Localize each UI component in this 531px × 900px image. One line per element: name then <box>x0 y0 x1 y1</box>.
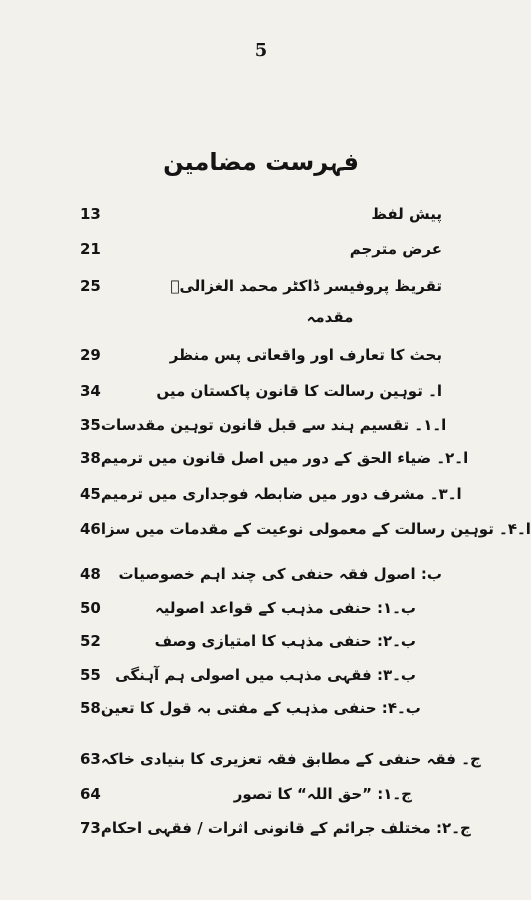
section-heading: مقدمہ <box>306 308 354 326</box>
toc-entry[interactable] <box>80 341 442 369</box>
toc-label: ب: اصول فقہ حنفی کی چند اہم خصوصیات <box>118 565 442 583</box>
toc-page: 25 <box>80 277 101 295</box>
toc-page: 48 <box>80 565 101 583</box>
toc-page: 63 <box>80 750 101 768</box>
toc-page: 21 <box>80 240 101 258</box>
toc-page: 55 <box>80 666 101 684</box>
toc-entry[interactable] <box>80 272 442 300</box>
toc-page: 64 <box>80 785 101 803</box>
toc-page: 29 <box>80 346 101 364</box>
toc-page: 73 <box>80 819 101 837</box>
toc-entry[interactable] <box>80 444 469 472</box>
toc-entry[interactable] <box>80 480 462 508</box>
toc-page: 38 <box>80 449 101 467</box>
toc-label: ا۔ توہین رسالت کا قانون پاکستان میں <box>156 382 442 400</box>
toc-entry[interactable] <box>80 235 442 263</box>
toc-page: 46 <box>80 520 101 538</box>
toc-label: بحث کا تعارف اور واقعاتی پس منظر <box>169 346 442 364</box>
toc-label: عرض مترجم <box>349 240 442 258</box>
toc-label: ا۔۴۔ توہین رسالت کے معمولی نوعیت کے مقدمات میں سزا <box>100 520 531 538</box>
toc-label: ب۔۳: فقہی مذہب میں اصولی ہم آہنگی <box>115 666 416 684</box>
toc-label: پیش لفظ <box>371 205 442 223</box>
toc-page: 58 <box>80 699 101 717</box>
toc-entry[interactable] <box>80 780 442 808</box>
toc-label: ا۔۳۔ مشرف دور میں ضابطہ فوجداری میں ترمیم <box>100 485 462 503</box>
toc-entry[interactable] <box>80 200 442 228</box>
toc-entry[interactable] <box>80 594 442 622</box>
toc-entry[interactable] <box>80 661 442 689</box>
toc-entry[interactable] <box>80 377 442 405</box>
toc-label: ج۔۱: ”حق اللہ“ کا تصور <box>233 785 412 803</box>
toc-page: 52 <box>80 632 101 650</box>
toc-label: ا۔۲۔ ضیاء الحق کے دور میں اصل قانون میں ترمیم <box>100 449 469 467</box>
toc-label: ج۔۲: مختلف جرائم کے قانونی اثرات / فقہی احکام <box>100 819 471 837</box>
toc-label: تقریظ پروفیسر ڈاکٹر محمد الغزالیؒ <box>170 277 442 295</box>
toc-entry[interactable] <box>80 411 447 439</box>
toc-page: 13 <box>80 205 101 223</box>
toc-entry[interactable] <box>80 627 442 655</box>
toc-label: ب۔۱: حنفی مذہب کے قواعد اصولیہ <box>154 599 416 617</box>
page-number: 5 <box>254 40 268 61</box>
toc-label: ا۔۱۔ تقسیم ہند سے قبل قانون توہین مقدسات <box>100 416 447 434</box>
toc-page: 50 <box>80 599 101 617</box>
toc-entry[interactable] <box>80 515 531 543</box>
toc-entry[interactable] <box>80 694 442 722</box>
toc-entry[interactable] <box>80 560 442 588</box>
toc-page: 45 <box>80 485 101 503</box>
toc-entry[interactable] <box>80 814 471 842</box>
toc-page: 34 <box>80 382 101 400</box>
toc-title: فہرست مضامین <box>163 148 359 176</box>
toc-page: 35 <box>80 416 101 434</box>
toc-label: ج۔ فقہ حنفی کے مطابق فقہ تعزیری کا بنیادی خاکہ <box>100 750 481 768</box>
toc-label: ب۔۴: حنفی مذہب کے مفتی بہ قول کا تعین <box>100 699 421 717</box>
toc-label: ب۔۲: حنفی مذہب کا امتیازی وصف <box>154 632 416 650</box>
toc-entry[interactable] <box>80 745 481 773</box>
